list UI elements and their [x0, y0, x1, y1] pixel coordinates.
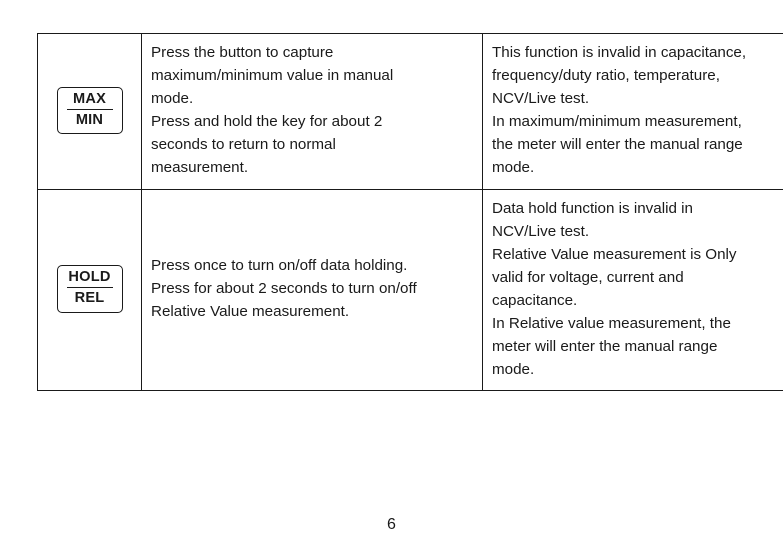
table-row: [38, 34, 783, 190]
note-line: the meter will enter the manual range: [492, 136, 743, 154]
description-cell-max-min: [142, 34, 483, 190]
hold-rel-key-label-bottom: REL: [74, 290, 105, 307]
key-cell-max-min: [38, 34, 142, 190]
note-line: This function is invalid in capacitance,: [492, 44, 747, 61]
button-function-table: [37, 33, 783, 391]
description-line: Press for about 2 seconds to turn on/off: [151, 280, 417, 298]
table-row: [38, 189, 783, 391]
description-line: seconds to return to normal: [151, 136, 336, 154]
key-cell-hold-rel: [38, 189, 142, 391]
hold-rel-key-icon: [57, 265, 123, 312]
description-line: Press and hold the key for about 2: [151, 113, 383, 131]
note-line: meter will enter the manual range: [492, 338, 718, 356]
max-min-key-label-top: MAX: [67, 91, 113, 110]
note-cell-hold-rel: [483, 189, 783, 391]
note-line: NCV/Live test.: [492, 90, 590, 108]
note-line: In maximum/minimum measurement,: [492, 113, 742, 131]
note-line: valid for voltage, current and: [492, 268, 684, 286]
note-line: Relative Value measurement is Only: [492, 245, 737, 263]
note-line: mode.: [492, 361, 535, 379]
description-line: Relative Value measurement.: [151, 303, 350, 321]
note-line: capacitance.: [492, 291, 578, 309]
note-line: mode.: [492, 159, 535, 177]
description-line: mode.: [151, 90, 194, 108]
description-cell-hold-rel: [142, 189, 483, 391]
note-line: In Relative value measurement, the: [492, 315, 731, 333]
note-line: NCV/Live test.: [492, 222, 590, 240]
description-line: maximum/minimum value in manual: [151, 67, 394, 85]
page-number: 6: [387, 516, 396, 533]
note-cell-max-min: [483, 34, 783, 190]
description-line: measurement.: [151, 159, 249, 177]
max-min-key-icon: [57, 87, 123, 134]
description-line: Press the button to capture: [151, 44, 334, 61]
note-line: Data hold function is invalid in: [492, 199, 693, 217]
hold-rel-key-label-top: HOLD: [67, 269, 113, 288]
note-line: frequency/duty ratio, temperature,: [492, 67, 720, 85]
description-line: Press once to turn on/off data holding.: [151, 257, 408, 275]
max-min-key-label-bottom: MIN: [75, 111, 104, 128]
